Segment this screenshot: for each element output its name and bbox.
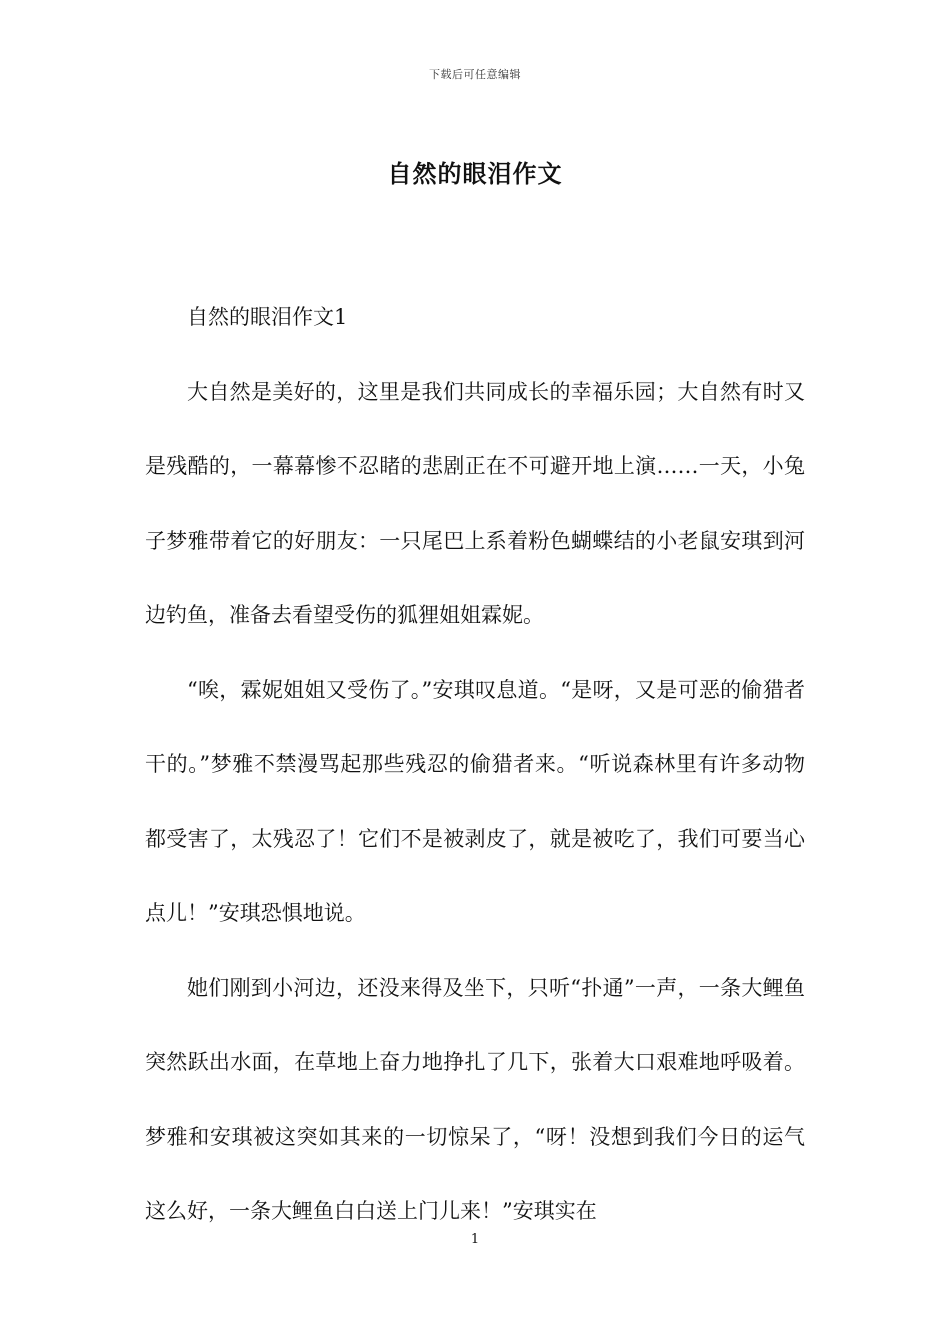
page-number: 1 [470,1232,480,1247]
document-body [145,280,805,1249]
paragraph: “唉，霖妮姐姐又受伤了。”安琪叹息道。“是呀，又是可恶的偷猎者干的。”梦雅不禁漫骂起那些残忍的偷猎者来。“听说森林里有许多动物都受害了，太残忍了！它们不是被剥皮了，就是被吃了，我们可要当心点儿！”安琪恐惧地说。 [145,677,805,925]
paragraph: 大自然是美好的，这里是我们共同成长的幸福乐园；大自然有时又是残酷的，一幕幕惨不忍睹的悲剧正在不可避开地上演……一天，小兔子梦雅带着它的好朋友：一只尾巴上系着粉色蝴蝶结的小老鼠安琪到河边钓鱼，准备去看望受伤的狐狸姐姐霖妮。 [145,379,805,627]
header-note: 下载后可任意编辑 [429,68,521,81]
paragraph: 她们刚到小河边，还没来得及坐下，只听“扑通”一声，一条大鲤鱼突然跃出水面，在草地上奋力地挣扎了几下，张着大口艰难地呼吸着。梦雅和安琪被这突如其来的一切惊呆了，“呀！没想到我们今日的运气这么好，一条大鲤鱼白白送上门儿来！”安琪实在 [145,975,805,1223]
paragraph-subtitle: 自然的眼泪作文1 [187,305,348,329]
document-title: 自然的眼泪作文 [387,159,563,188]
